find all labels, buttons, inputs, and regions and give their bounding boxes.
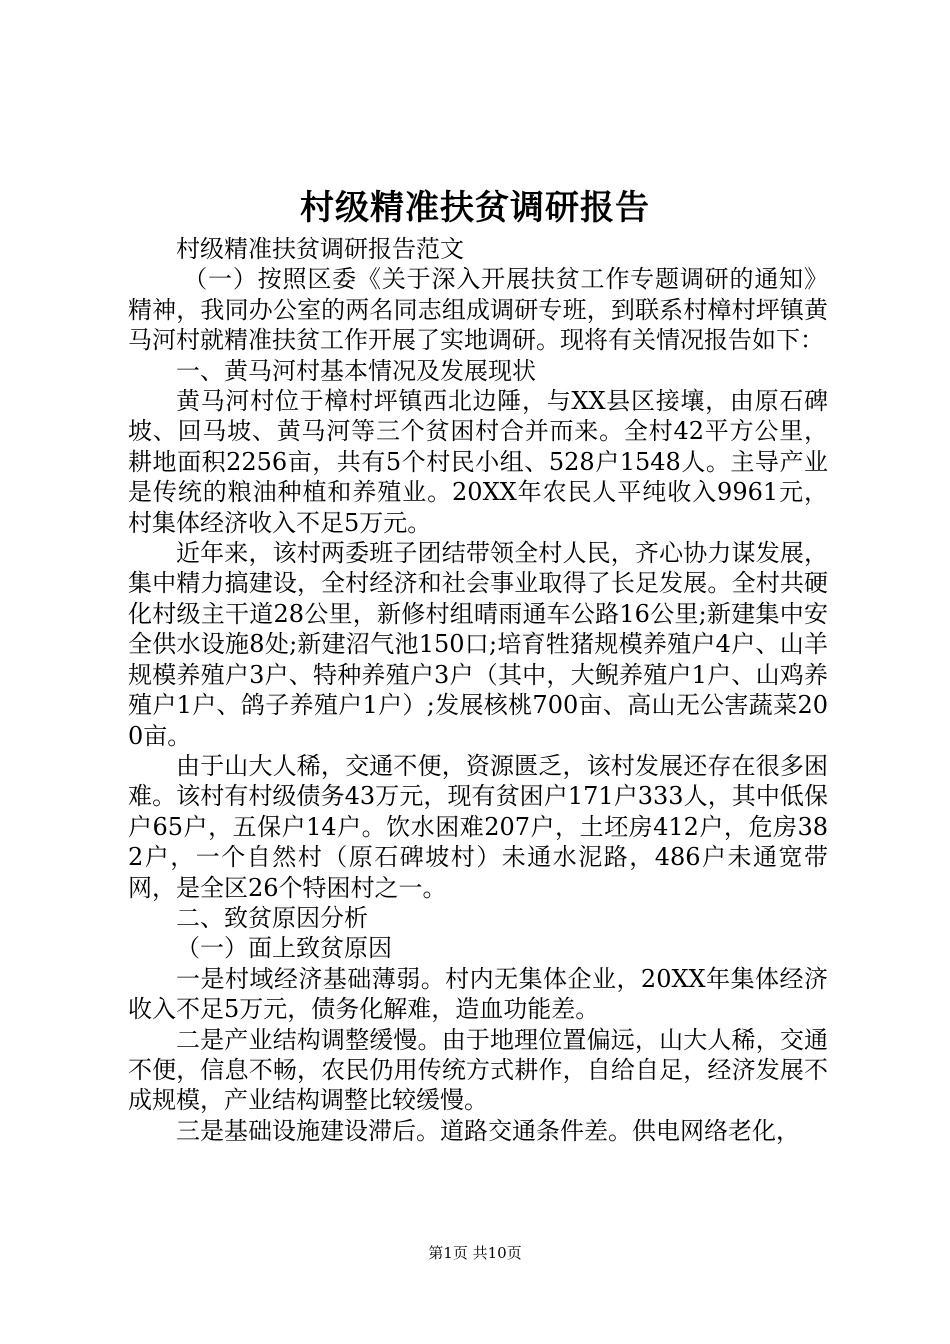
document-body (128, 234, 828, 1146)
paragraph-intro: （一）按照区委《关于深入开展扶贫工作专题调研的通知》精神，我同办公室的两名同志组成调研专班，到联系村樟村坪镇黄马河村就精准扶贫工作开展了实地调研。现将有关情况报告如下： (128, 265, 828, 355)
paragraph-cause-2: 二是产业结构调整缓慢。由于地理位置偏远，山大人稀，交通不便，信息不畅，农民仍用传统方式耕作，自给自足，经济发展不成规模，产业结构调整比较缓慢。 (128, 1025, 828, 1115)
paragraph-cause-3: 三是基础设施建设滞后。道路交通条件差。供电网络老化， (176, 1116, 800, 1145)
paragraph-subtitle: 村级精准扶贫调研报告范文 (176, 235, 464, 263)
section-heading-1: 一、黄马河村基本情况及发展现状 (176, 356, 536, 385)
page-indicator: 第1页 共10页 (428, 1244, 522, 1262)
paragraph-recent-development: 近年来，该村两委班子团结带领全村人民，齐心协力谋发展，集中精力搞建设，全村经济和社会事业取得了长足发展。全村共硬化村级主干道28公里，新修村组晴雨通车公路16公里;新建集中安全供水设施8处;新建沼气池150口;培育牲猪规模养殖户4户、山羊规模养殖户3户、特种养殖户3户（其中，大鲵养殖户1户、山鸡养殖户1户、鸽子养殖户1户）;发展核桃700亩、高山无公害蔬菜200亩。 (128, 539, 828, 750)
subsection-heading-1: （一）面上致贫原因 (176, 934, 392, 963)
paragraph-cause-1: 一是村域经济基础薄弱。村内无集体企业，20XX年集体经济收入不足5万元，债务化解难，造血功能差。 (128, 964, 828, 1024)
document-title: 村级精准扶贫调研报告 (300, 188, 650, 228)
paragraph-difficulties: 由于山大人稀，交通不便，资源匮乏，该村发展还存在很多困难。该村有村级债务43万元，现有贫困户171户333人，其中低保户65户，五保户14户。饮水困难207户，土坯房412户，危房382户，一个自然村（原石碑坡村）未通水泥路，486户未通宽带网，是全区26个特困村之一。 (128, 751, 828, 902)
section-heading-2: 二、致贫原因分析 (176, 903, 368, 932)
paragraph-village-overview: 黄马河村位于樟村坪镇西北边陲，与XX县区接壤，由原石碑坡、回马坡、黄马河等三个贫困村合并而来。全村42平方公里，耕地面积2256亩，共有5个村民小组、528户1548人。主导产业是传统的粮油种植和养殖业。20XX年农民人平纯收入9961元，村集体经济收入不足5万元。 (128, 387, 828, 537)
